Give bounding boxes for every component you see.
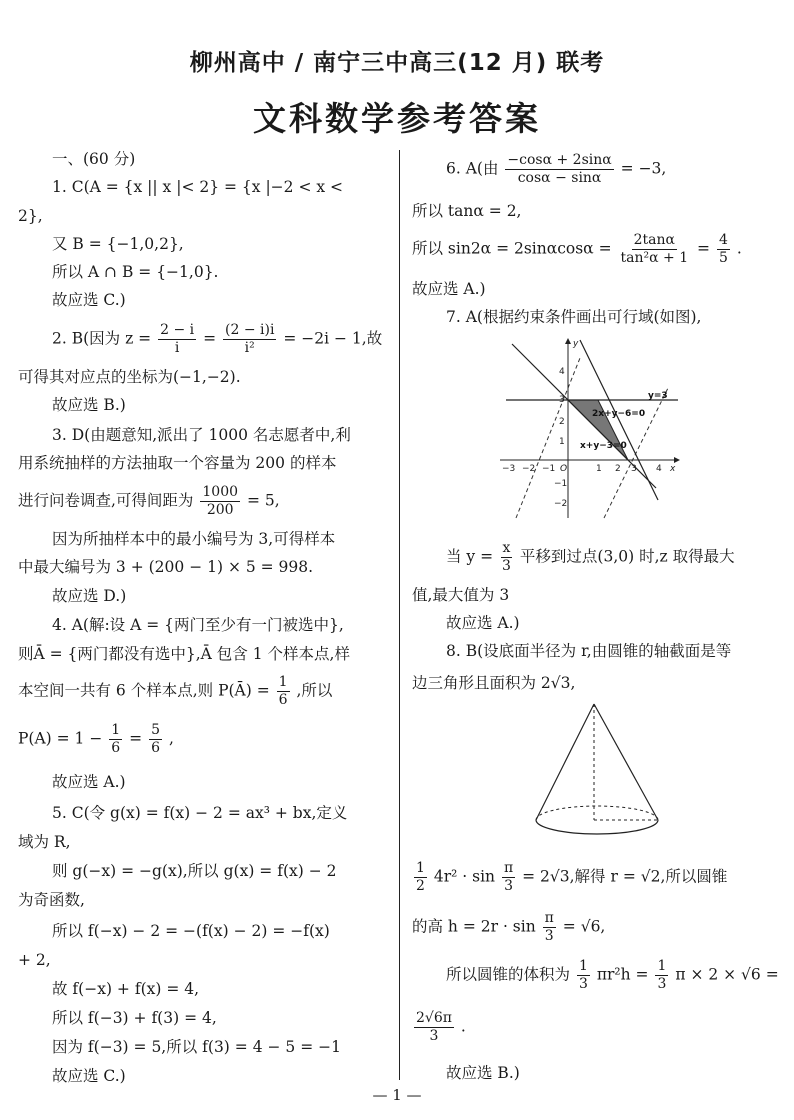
svg-text:−2: −2 [554, 499, 568, 509]
svg-text:3: 3 [631, 464, 637, 474]
q2-answer: 故应选 B.) [52, 396, 126, 414]
q8-line6: $\frac{2√6\pi}{3}$ . [416, 1010, 466, 1044]
q3-line4: 因为所抽样本中的最小编号为 3,可得样本 [52, 530, 336, 548]
q1-answer: 故应选 C.) [52, 291, 126, 309]
svg-text:4: 4 [656, 464, 662, 474]
fraction: $\frac{1}{3}$ [578, 958, 588, 992]
svg-text:1: 1 [559, 437, 565, 447]
q7-line1: 7. A(根据约束条件画出可行域(如图), [446, 308, 702, 326]
fraction: $\frac{2√6\pi}{3}$ [416, 1010, 452, 1044]
svg-text:y: y [573, 339, 579, 349]
q3-line5: 中最大编号为 3 + (200 − 1) × 5 = 998. [18, 558, 314, 576]
fraction: $\frac{1}{6}$ [111, 722, 121, 756]
q8-line1: 8. B(设底面半径为 r,由圆锥的轴截面是等 [446, 642, 732, 660]
column-divider [399, 150, 400, 1080]
svg-text:−1: −1 [554, 479, 568, 489]
q5-line7: 故 f(−x) + f(x) = 4, [52, 980, 200, 998]
q5-line8: 所以 f(−3) + f(3) = 4, [52, 1009, 217, 1027]
q2-line1: 2. B(因为 z = $\frac{2 - i}{i}$ = $\frac{(2 - i)i}{\text{i²}}$ = −2i − 1,故 [52, 322, 383, 356]
q7-answer: 故应选 A.) [446, 614, 520, 632]
fraction: $\frac{4}{5}$ [718, 232, 728, 266]
q3-line3: 进行问卷调查,可得间距为 $\frac{1000}{200}$ = 5, [18, 484, 280, 518]
fraction: $\frac{(2 - i)i}{\text{i²}}$ [225, 322, 275, 356]
q5-line6: + 2, [18, 951, 51, 969]
fraction: $\frac{\pi}{3}$ [544, 910, 554, 944]
q5-answer: 故应选 C.) [52, 1067, 126, 1085]
q1-line3: 又 B = {−1,0,2}, [52, 235, 184, 253]
q3-line2: 用系统抽样的方法抽取一个容量为 200 的样本 [18, 454, 337, 472]
q6-line1: 6. A(由 $\frac{-\cos\alpha + 2\sin\alpha}{\cos\alpha - \sin\alpha}$ = −3, [446, 152, 667, 186]
svg-text:−2: −2 [522, 464, 536, 474]
fraction: $\frac{5}{6}$ [151, 722, 160, 756]
svg-text:2x+y−6=0: 2x+y−6=0 [592, 409, 646, 419]
q4-line1: 4. A(解:设 A = {两门至少有一门被选中}, [52, 616, 344, 634]
fraction: $\frac{\pi}{3}$ [503, 860, 514, 894]
fraction: $\frac{1000}{200}$ [202, 484, 239, 518]
fraction: $\frac{1}{3}$ [657, 958, 667, 992]
q4-line3: 本空间一共有 6 个样本点,则 P(Ā) = $\frac{1}{6}$ ,所以 [18, 674, 333, 708]
svg-text:−1: −1 [542, 464, 556, 474]
fraction: $\frac{2\tan\alpha}{\text{tan²α + 1}}$ [620, 232, 689, 266]
q5-line2: 域为 R, [18, 833, 71, 851]
q4-line4: P(A) = 1 − $\frac{1}{6}$ = $\frac{5}{6}$ , [18, 722, 174, 756]
q5-line1: 5. C(令 g(x) = f(x) − 2 = ax³ + bx,定义 [52, 804, 348, 822]
fraction: $\frac{1}{6}$ [278, 674, 288, 708]
svg-text:4: 4 [559, 367, 565, 377]
fraction: $\frac{1}{2}$ [416, 860, 425, 894]
fraction: $\frac{2 - i}{i}$ [160, 322, 195, 356]
svg-text:y=3: y=3 [648, 391, 668, 401]
svg-text:2: 2 [559, 417, 565, 427]
feasible-region-graph [498, 334, 684, 520]
q2-line2: 可得其对应点的坐标为(−1,−2). [18, 368, 241, 386]
fraction: $\frac{-\cos\alpha + 2\sin\alpha}{\cos\alpha - \sin\alpha}$ [507, 152, 612, 186]
q5-line3: 则 g(−x) = −g(x),所以 g(x) = f(x) − 2 [52, 862, 337, 880]
q5-line9: 因为 f(−3) = 5,所以 f(3) = 4 − 5 = −1 [52, 1038, 341, 1056]
q8-line2: 边三角形且面积为 2√3, [412, 674, 576, 692]
dashed-line-right [604, 388, 668, 518]
q5-line5: 所以 f(−x) − 2 = −(f(x) − 2) = −f(x) [52, 922, 330, 940]
q1-line1: 1. C(A = {x || x |< 2} = {x |−2 < x < [52, 178, 344, 196]
svg-text:x: x [670, 464, 676, 474]
svg-text:x+y−3=0: x+y−3=0 [580, 441, 627, 451]
q4-line2: 则Ā = {两门都没有选中},Ā 包含 1 个样本点,样 [18, 645, 350, 663]
q4-answer: 故应选 A.) [52, 773, 126, 791]
q8-answer: 故应选 B.) [446, 1064, 520, 1082]
q7-line3: 值,最大值为 3 [412, 586, 510, 604]
q6-answer: 故应选 A.) [412, 280, 486, 298]
page-number: — 1 — [372, 1086, 422, 1104]
svg-text:2: 2 [615, 464, 621, 474]
dashed-line-left [516, 358, 580, 518]
q8-line4: 的高 h = 2r · sin $\frac{\pi}{3}$ = √6, [412, 910, 606, 944]
section-heading: 一、(60 分) [52, 150, 136, 168]
svg-text:−3: −3 [502, 464, 516, 474]
exam-title: 柳州高中 / 南宁三中高三(12 月) 联考 [189, 50, 605, 76]
svg-text:3: 3 [559, 395, 565, 405]
q3-answer: 故应选 D.) [52, 587, 127, 605]
answer-title: 文科数学参考答案 [253, 99, 541, 138]
q6-line3: 所以 sin2α = 2sinαcosα = $\frac{2\tan\alpha}{\text{tan²α + 1}}$ = $\frac{4}{5}$ . [412, 232, 742, 266]
fraction: $\frac{x}{3}$ [502, 540, 511, 574]
svg-text:O: O [560, 464, 568, 474]
q1-line2: 2}, [18, 207, 43, 225]
cone-diagram [530, 698, 670, 848]
q3-line1: 3. D(由题意知,派出了 1000 名志愿者中,利 [52, 426, 351, 444]
q6-line2: 所以 tanα = 2, [412, 202, 522, 220]
q5-line4: 为奇函数, [18, 891, 85, 909]
q8-line5: 所以圆锥的体积为 $\frac{1}{3}$ πr²h = $\frac{1}{3}$ π × 2 × √6 = [446, 958, 779, 992]
q8-line3: $\frac{1}{2}$ 4r² · sin $\frac{\pi}{3}$ = 2√3,解得 r = √2,所以圆锥 [416, 860, 728, 894]
q1-line4: 所以 A ∩ B = {−1,0}. [52, 263, 219, 281]
svg-text:1: 1 [596, 464, 602, 474]
q7-line2: 当 y = $\frac{x}{3}$ 平移到过点(3,0) 时,z 取得最大 [446, 540, 735, 574]
